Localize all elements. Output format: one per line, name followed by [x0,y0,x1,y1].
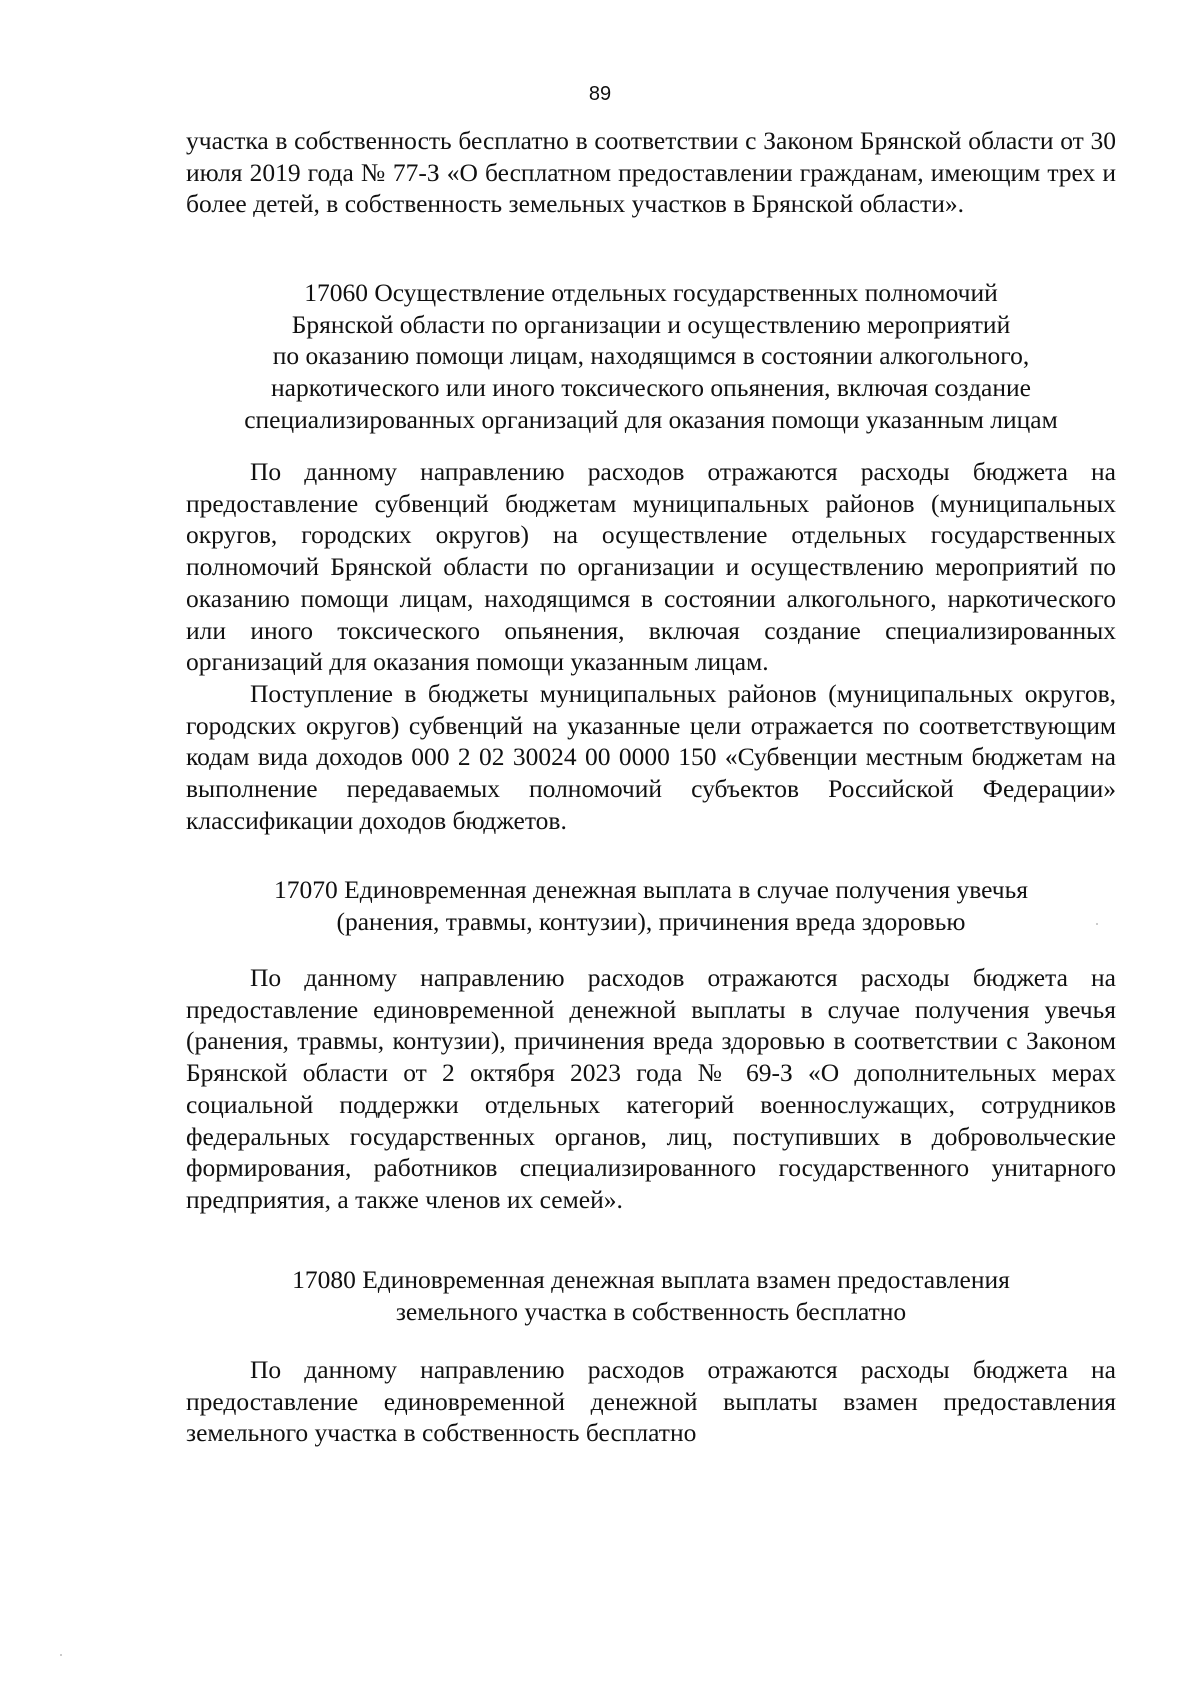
heading-line: наркотического или иного токсического опьянения, включая создание [270,373,1031,403]
page-number: 89 [588,83,612,105]
heading-line: Брянской области по организации и осуществлению мероприятий [291,309,1011,339]
heading-line: (ранения, травмы, контузии), причинения вреда здоровью [336,906,966,936]
section-paragraph: По данному направлению расходов отражаются расходы бюджета на предоставление субвенций бюджетам муниципальных районов (муниципальных округов, городских округов) на осуществление отдельных государственных полномочий Брянской области по организации и осуществлению мероприятий по оказанию помощи лицам, находящимся в состоянии алкогольного, наркотического или иного токсического опьянения, включая создание специализированных организаций для оказания помощи указанным лицам. [186,457,1116,677]
intro-text-block [186,125,1116,220]
scan-speck [1096,923,1098,925]
section-paragraph: Поступление в бюджеты муниципальных районов (муниципальных округов, городских округов) субвенций на указанные цели отражается по соответствующим кодам вида доходов 000 2 02 30024 00 0000 150 «Субвенции местным бюджетам на выполнение передаваемых полномочий субъектов Российской Федерации» классификации доходов бюджетов. [186,678,1116,835]
scan-speck [60,1654,62,1656]
heading-line: по оказанию помощи лицам, находящимся в состоянии алкогольного, [272,341,1030,371]
heading-line: 17060 Осуществление отдельных государственных полномочий [304,278,998,307]
section-17060-body [186,456,1116,836]
section-17060-heading [186,277,1116,436]
section-17080-body [186,1354,1116,1449]
intro-paragraph: участка в собственность бесплатно в соответствии с Законом Брянской области от 30 июля 2019 года № 77-З «О бесплатном предоставлении гражданам, имеющим трех и более детей, в собственность земельных участков в Брянской области». [186,126,1116,219]
heading-line: специализированных организаций для оказания помощи указанным лицам [244,404,1058,434]
heading-line: земельного участка в собственность бесплатно [395,1296,907,1326]
section-17070-body [186,962,1116,1216]
section-paragraph: По данному направлению расходов отражаются расходы бюджета на предоставление единовременной денежной выплаты в случае получения увечья (ранения, травмы, контузии), причинения вреда здоровью в соответствии с Законом Брянской области от 2 октября 2023 года № 69-З «О дополнительных мерах социальной поддержки отдельных категорий военнослужащих, сотрудников федеральных государственных органов, лиц, поступивших в добровольческие формирования, работников специализированного государственного унитарного предприятия, а также членов их семей». [186,963,1116,1214]
heading-line: 17080 Единовременная денежная выплата взамен предоставления [292,1265,1010,1294]
section-17080-heading [186,1264,1116,1327]
section-17070-heading [186,874,1116,937]
section-paragraph: По данному направлению расходов отражаются расходы бюджета на предоставление единовременной денежной выплаты взамен предоставления земельного участка в собственность бесплатно [186,1355,1116,1448]
heading-line: 17070 Единовременная денежная выплата в случае получения увечья [274,875,1028,904]
